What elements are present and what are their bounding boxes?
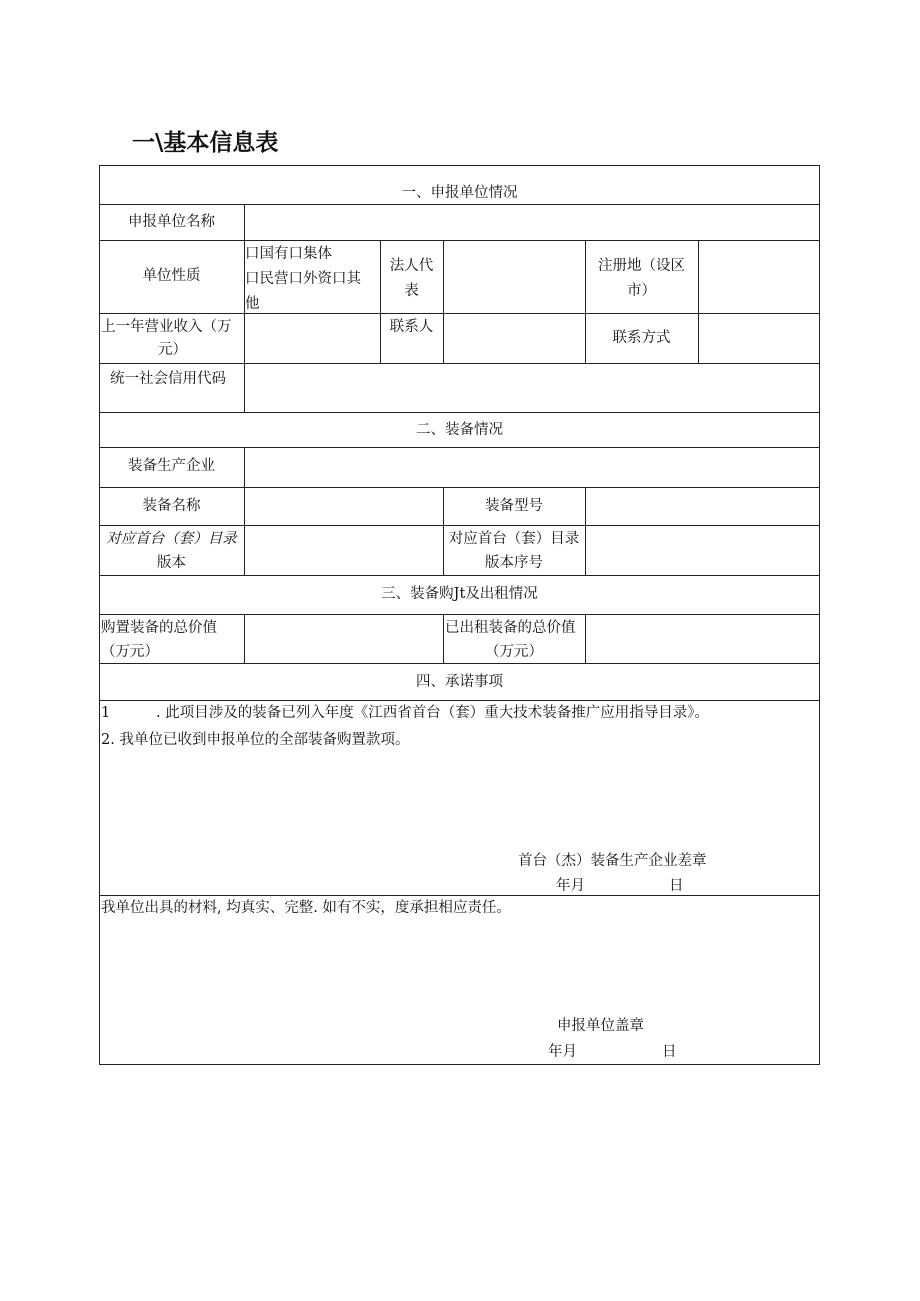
equip-name-field[interactable] [245,488,442,524]
equip-model-field[interactable] [586,488,818,524]
contact-method-field[interactable] [699,314,818,362]
contact-method-label: 联系方式 [612,330,671,346]
catalog-version-field[interactable] [245,526,442,574]
reg-place-label: 市） [627,283,656,299]
contact-label: 联系人 [389,319,434,335]
unit-nature-label: 单位性质 [142,268,201,284]
section2-heading: 二、装备情况 [416,422,503,438]
catalog-serial-field[interactable] [586,526,818,574]
equip-model-label: 装备型号 [485,498,543,514]
commitment-item-number: 1 [101,705,111,721]
contact-field[interactable] [444,314,584,362]
catalog-version-label: 对应首台（套）目录 [106,531,237,547]
commitment-item-2: 2. 我单位已收到申报单位的全部装备购置款项。 [101,732,410,748]
purchase-total-label: （万元） [101,644,159,660]
revenue-field[interactable] [245,314,379,362]
section4-heading: 四、承诺事项 [416,674,503,690]
section1-heading: 一、申报单位情况 [401,185,518,201]
section3-heading: 三、装备购Jt及出租情况 [381,586,538,602]
legal-rep-field[interactable] [444,241,584,312]
declaration-text: 我单位出具的材料, 均真实、完整. 如有不实，度承担相应责任。 [101,900,511,916]
legal-rep-label: 表 [404,283,419,299]
purchase-total-field[interactable] [245,615,442,662]
reg-place-label: 注册地（设区 [598,258,685,274]
manufacturer-field[interactable] [245,448,818,486]
equip-name-label: 装备名称 [142,498,201,514]
manufacturer-seal-label: 首台（杰）装备生产企业差章 [518,853,707,869]
nature-options[interactable]: 口国有口集体 [245,246,332,262]
unit-name-field[interactable] [245,205,818,239]
seal1-day: 日 [669,878,684,894]
commitment-item-1: . 此项目涉及的装备已列入年度《江西省首台（套）重大技术装备推广应用指导目录》。 [156,705,709,721]
purchase-total-label: 购置装备的总价值 [101,620,217,636]
catalog-serial-label: 版本序号 [485,555,543,571]
revenue-label: 上一年营业收入（万 [101,319,232,335]
legal-rep-label: 法人代 [389,258,434,274]
credit-code-field[interactable] [245,364,818,411]
page-title: 一\基本信息表 [132,130,279,156]
credit-code-label: 统一社会信用代码 [110,371,226,387]
lease-total-field[interactable] [586,615,818,662]
manufacturer-label: 装备生产企业 [128,458,215,474]
lease-total-label: （万元） [485,644,543,660]
catalog-version-label: 版本 [157,555,186,571]
seal2-day: 日 [662,1044,677,1060]
seal2-year-month: 年月 [548,1044,577,1060]
catalog-serial-label: 对应首台（套）目录 [448,531,580,547]
applicant-seal-label: 申报单位盖章 [557,1018,644,1034]
revenue-label: 元） [158,342,187,358]
lease-total-label: 已出租装备的总价值 [445,620,576,636]
nature-options[interactable]: 口民营口外资口其 [245,271,361,287]
seal1-year-month: 年月 [556,878,585,894]
unit-name-label: 申报单位名称 [128,214,215,230]
reg-place-field[interactable] [699,241,818,312]
nature-options: 他 [245,296,260,312]
